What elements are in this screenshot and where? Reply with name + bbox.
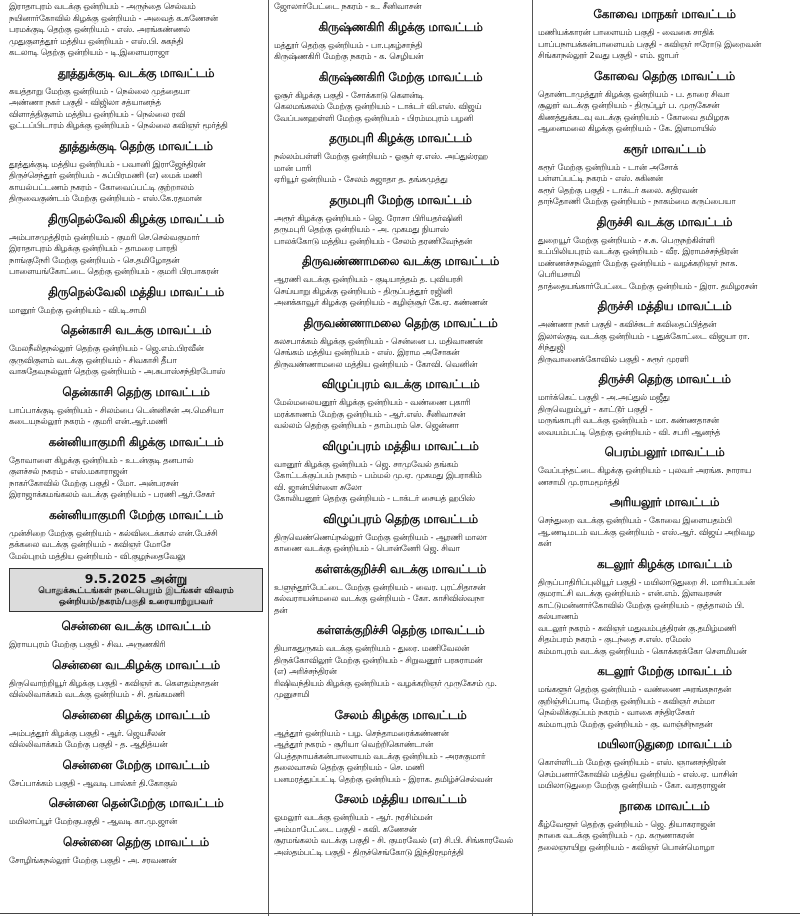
speaker-entry: செம்பனார்கோவில் மத்திய ஒன்றியம் - எஸ்.ஏ. யாசின் (538, 768, 738, 779)
speaker-entry: அண்ணா நகர் பகுதி - கவிச்சுடர் கவிதைப்பித்தன் (538, 319, 717, 329)
speaker-entry: அம்மாபேட்டை பகுதி - கவி. கணேசன் (274, 823, 417, 834)
district-heading: சென்னை வடக்கு மாவட்டம் (61, 619, 211, 633)
speaker-entry: மார்க்கெட் பகுதி - அ.அப்துல் மஜீது (538, 392, 670, 402)
speaker-entry: வல்லம் தெற்கு ஒன்றியம் - தாம்பரம் செ. ஜென்னா (274, 420, 459, 430)
speaker-entry: வி. ஜான்பிள்ளை சுலோ (274, 481, 362, 492)
speaker-entry: சிந்துஜி (538, 342, 565, 352)
speaker-entry: நயினார்கோவில் கிழக்கு ஒன்றியம் - அவைத் க.கணேசன் (9, 12, 218, 23)
speaker-entry: திருவெண்ணெய்நல்லூர் மேற்கு ஒன்றியம் - ஆரணி மாலா (274, 531, 487, 542)
speaker-entry: இராதாபுரம் கிழக்கு ஒன்றியம் - தாமரை பாரதி (9, 243, 177, 253)
speaker-entry: சூரமங்கலம் வடக்கு பகுதி - சி. குமரவேல் (எ) சி.பி. சிங்காரவேல் (274, 835, 513, 845)
district-heading: திருச்சி வடக்கு மாவட்டம் (596, 214, 733, 229)
speaker-entry: தருமபுரி தெற்கு ஒன்றியம் - அ. முகமது நியாஸ் (274, 224, 449, 234)
speaker-entry: கிருஷ்ணகிரி மேற்கு நகரம் - க. செழியன் (274, 51, 423, 61)
speaker-entry: முதுகுளத்தூர் மத்திய ஒன்றியம் - எஸ்.பி. சுகந்தி (9, 35, 184, 46)
speaker-entry: செய்யாறு கிழக்கு ஒன்றியம் - திருப்பத்தூர் ரஜினி (274, 285, 453, 296)
district-heading: கிருஷ்ணகிரி கிழக்கு மாவட்டம் (318, 19, 483, 34)
speaker-entry: திருவைகுண்டம் மேற்கு ஒன்றியம் - எஸ்.கே.ரதமான் (9, 193, 202, 203)
speaker-entry: மங்களூர் தெற்கு ஒன்றியம் - வண்ணை அரங்கநாதன் (538, 684, 731, 694)
speaker-entry: காணை வடக்கு ஒன்றியம் - பொன்னேரி ஜெ. சிவா (274, 543, 460, 553)
speaker-entry: தாந்தோணி மேற்கு ஒன்றியம் - நாகம்மை கருப்பையா (538, 196, 736, 206)
notice-column-headers: ஒன்றியம்/நகரம்/பகுதி உரையாற்றுபவர் (58, 597, 214, 607)
speaker-entry: ஆ.ணடிமடம் வடக்கு ஒன்றியம் - எஸ்.ஆர். விஜய் அறிவழ (538, 526, 755, 537)
district-heading: தென்காசி வடக்கு மாவட்டம் (60, 323, 212, 337)
district-heading: அரியலூர் மாவட்டம் (609, 495, 720, 509)
district-heading: தென்காசி தெற்கு மாவட்டம் (62, 384, 210, 399)
speaker-entry: உப்பிலியபுரம் வடக்கு ஒன்றியம் - வீர. இராமச்சந்திரன் (538, 246, 738, 256)
notice-date: 9.5.2025 அன்று (84, 571, 188, 586)
column-3 (532, 0, 796, 916)
bottom-rule (0, 913, 800, 914)
district-heading: கடலூர் மேற்கு மாவட்டம் (597, 664, 732, 678)
speaker-entry: வையம்பட்டி தெற்கு ஒன்றியம் - வி. சபரி ஆனந்த் (538, 426, 721, 437)
district-heading: திருச்சி தெற்கு மாவட்டம் (598, 372, 731, 386)
speaker-entry: நெல்லிக்குப்பம் நகரம் - வாகை சந்திரசேகர் (538, 707, 695, 717)
speaker-entry: திருச்செந்தூர் ஒன்றியம் - சுப்பிரமணி (எ) மைக் மணி (9, 170, 202, 180)
speaker-entry: ஆத்தூர் நகரம் - சூரியா வெற்றிகொண்டான் (274, 739, 433, 749)
speaker-entry: அஸ்தம்பட்டி பகுதி - திருச்செங்கோடு இந்திரமூர்த்தி (274, 846, 464, 857)
district-heading: திருநெல்வேலி கிழக்கு மாவட்டம் (48, 211, 224, 226)
speaker-entry: அம்பத்தூர் கிழக்கு பகுதி - ஆர். ஜெயசீலன் (9, 727, 166, 738)
speaker-entry: துறையூர் மேற்கு ஒன்றியம் - ச.சு. பெருநற்கிள்ளி (538, 234, 715, 245)
speaker-entry: திருவொற்றியூர் கிழக்கு பகுதி - கவிஞர் க. கௌதம்நாதன் (9, 677, 219, 688)
speaker-entry: அம்பாசமுத்திரம் ஒன்றியம் - குமரி செ.செல்வகுமார் (9, 231, 200, 242)
speaker-entry: நாங்குநேரி மேற்கு ஒன்றியம் - செ.தமிழோதன் (9, 254, 180, 265)
district-heading: திருநெல்வேலி மத்திய மாவட்டம் (48, 284, 224, 299)
speaker-entry: ணசாமி மு.ராமமூர்த்தி (538, 476, 620, 487)
district-heading: தூத்துக்குடி வடக்கு மாவட்டம் (57, 65, 215, 80)
district-heading: விழுப்புரம் வடக்கு மாவட்டம் (321, 377, 480, 391)
speaker-entry: தியாகதுருகம் வடக்கு ஒன்றியம் - துரை. மணிவேலன் (274, 643, 469, 653)
speaker-entry: தன் (274, 604, 288, 615)
speaker-entry: குறிஞ்சிப்பாடி மேற்கு ஒன்றியம் - கவிஞர் சம்மா (538, 695, 715, 706)
speaker-entry: பெத்தநாயக்கன்பாளையம் வடக்கு ஒன்றியம் - அரசகுமார் (274, 750, 486, 761)
speaker-entry: இராதாபுரம் வடக்கு ஒன்றியம் - அருந்தை செல்வம் (9, 1, 196, 11)
speaker-entry: மயிலாப்பூர் மேற்குபகுதி - ஆவடி கா.மு.ஜான் (9, 816, 177, 826)
district-heading: சென்னை வடகிழக்கு மாவட்டம் (52, 657, 220, 672)
district-heading: சேலம் மத்திய மாவட்டம் (334, 792, 467, 806)
speaker-entry: வாசுதேவநல்லூர் தெற்கு ஒன்றியம் - அ.சுபாஸ்சந்திரபோஸ் (9, 366, 226, 376)
speaker-entry: அனக்காவூர் கிழக்கு ஒன்றியம் - கழிஞ்சூர் கே.ஏ. கண்ணன் (274, 297, 488, 307)
speaker-entry: கொள்ளிடம் மேற்கு ஒன்றியம் - எஸ். ஞானசந்திரன் (538, 757, 726, 767)
speaker-entry: கலசபாக்கம் கிழக்கு ஒன்றியம் - சென்னை ப. மதிவாணன் (274, 335, 483, 346)
speaker-entry: வில்லிவாக்கம் வடக்கு ஒன்றியம் - சி. தங்கமணி (9, 689, 185, 699)
speaker-entry: வானூர் கிழக்கு ஒன்றியம் - ஜெ. சாமுவேல் தங்கம் (274, 458, 459, 469)
speaker-entry: ஆத்தூர் ஒன்றியம் - பழ. செந்தாமரைக்கண்ணன் (274, 727, 449, 738)
speaker-entry: தோவாளை கிழக்கு ஒன்றியம் - உடன்குடி தனபால் (9, 454, 194, 465)
speaker-entry: செங்கம் மத்திய ஒன்றியம் - எஸ். இராம அசோகன் (274, 347, 460, 357)
district-heading: விழுப்புரம் மத்திய மாவட்டம் (322, 438, 479, 453)
speaker-entry: சிங்காநல்லூர் 2வது பகுதி - எம். ஜாபர் (538, 50, 679, 60)
district-heading: நாகை மாவட்டம் (619, 798, 710, 813)
speaker-entry: ஓட்டப்பிடாரம் கிழக்கு ஒன்றியம் - நெல்லை கவிஞர் மூர்த்தி (9, 120, 228, 130)
district-heading: கள்ளக்குறிச்சி தெற்கு மாவட்டம் (316, 623, 485, 637)
district-heading: விழுப்புரம் தெற்கு மாவட்டம் (323, 511, 478, 526)
speaker-entry: ஆரணி வடக்கு ஒன்றியம் - குடியாத்தம் த. புவியரசி (274, 274, 463, 284)
speaker-entry: தலைவாசல் தெற்கு ஒன்றியம் - செ. மணி (274, 762, 425, 772)
speaker-entry: பரமக்குடி தெற்கு ஒன்றியம் - எஸ். அரங்கண்ணல் (9, 24, 190, 34)
speaker-entry: கோலியனூர் தெற்கு ஒன்றியம் - டாக்டர் சையத் ஹபிஸ் (274, 493, 475, 503)
speaker-entry: திருவெறும்பூர் - காட்டூர் பகுதி - (538, 403, 653, 414)
speaker-entry: ஜோலார்பேட்டை நகரம் - உ. சீனிவாசன் (274, 1, 422, 11)
speaker-entry: தாத்தையங்கார்பேட்டை மேற்கு ஒன்றியம் - இரா. தமிழரசன் (538, 280, 758, 291)
speaker-entry: மருங்காபுரி வடக்கு ஒன்றியம் - மா. கண்ணதாசன் (538, 415, 719, 425)
speaker-entry: பாப்பாக்குடி ஒன்றியம் - சிலம்பை டென்னிசன் அ.மெசியா (9, 404, 224, 415)
speaker-entry: திருக்கோவிலூர் மேற்கு ஒன்றியம் - சிறுவனூர் பரசுராமன் (274, 654, 483, 665)
speaker-entry: பெரியசாமி (538, 269, 581, 279)
speaker-entry: வில்லிவாக்கம் மேற்கு பகுதி - த. ஆதித்யன் (9, 739, 168, 749)
speaker-entry: நாகர்கோவில் மேற்கு பகுதி - மோ. அன்பரசன் (9, 477, 179, 488)
speaker-entry: முனுசாமி (274, 689, 310, 699)
speaker-entry: ஓசூர் கிழக்கு பகுதி - சோக்காடு கௌன்டி (274, 89, 424, 100)
speaker-entry: ஏரியூர் ஒன்றியம் - சேலம் சுஜாதா த. தங்கமுத்து (274, 174, 448, 184)
district-heading: திருவண்ணாமலை வடக்கு மாவட்டம் (302, 254, 499, 268)
speaker-entry: செந்துறை வடக்கு ஒன்றியம் - கோவை இளையதம்பி (538, 515, 732, 525)
speaker-entry: வேப்பந்தட்டை கிழக்கு ஒன்றியம் - புலவர் அரங்க. நாராய (538, 465, 752, 475)
speaker-entry: குமராட்சி வடக்கு ஒன்றியம் - என்.எம். இளவரசன் (538, 588, 722, 598)
district-heading: திருச்சி மத்திய மாவட்டம் (597, 299, 732, 313)
district-heading: பெரம்பலூர் மாவட்டம் (604, 445, 725, 459)
speaker-entry: தூத்துக்குடி மத்திய ஒன்றியம் - பவானி இராஜேந்திரன் (9, 158, 206, 169)
column-1 (4, 0, 268, 916)
speaker-entry: உளுந்தூர்பேட்டை மேற்கு ஒன்றியம் - வைர. புரட்சிதாசன் (274, 581, 486, 592)
speaker-entry: இலால்குடி வடக்கு ஒன்றியம் - புதுக்கோட்டை விஜயா ரா. (538, 330, 750, 341)
speaker-entry: அண்ணா நகர் பகுதி - விஜிலா சத்யானந்த் (9, 97, 161, 107)
speaker-entry: கடையநல்லூர் நகரம் - குமரி என்.ஆர்.மணி (9, 416, 168, 426)
speaker-entry: வடலூர் நகரம் - கவிஞர் மதுவம்புத்திரன் கு.தமிழ்மணி (538, 622, 737, 633)
speaker-entry: விளாத்திகுளம் மத்திய ஒன்றியம் - நெல்லை ரவி (9, 108, 186, 119)
speaker-entry: சேப்பாக்கம் பகுதி - ஆவடி பால்கர் தி.கோகுல் (9, 777, 178, 788)
district-heading: கள்ளக்குறிச்சி வடக்கு மாவட்டம் (315, 561, 486, 576)
speaker-entry: பாப்பநாயக்கன்பாளையம் பகுதி - கவிஞர் ஈரோடு இறைவன் (538, 38, 761, 49)
speaker-entry: கீழ்வேளூர் தெற்கு ஒன்றியம் - ஜெ. தியாகராஜன் (538, 818, 715, 829)
district-heading: சென்னை மேற்கு மாவட்டம் (62, 757, 210, 772)
speaker-entry: கல்வராயன்மலை வடக்கு ஒன்றியம் - கோ. காசிவிஸ்வநா (274, 593, 485, 603)
district-heading: கன்னியாகுமரி மேற்கு மாவட்டம் (48, 507, 224, 522)
speaker-entry: மேலநீலிதநல்லூர் தெற்கு ஒன்றியம் - ஜெ.எம்.பிரவீன் (9, 343, 204, 353)
speaker-entry: பாலக்கோடு மத்திய ஒன்றியம் - சேலம் தரணிவேந்தன் (274, 235, 472, 246)
speaker-entry: இராயபுரம் மேற்கு பகுதி - சிவ. அருணகிரி (9, 639, 166, 649)
speaker-entry: மணியக்காரன் பாளையம் பகுதி - வைகை சாதிக் (538, 27, 714, 37)
speaker-entry: கயத்தாறு மேற்கு ஒன்றியம் - நெல்லை முத்தையா (9, 85, 190, 96)
district-heading: கடலூர் கிழக்கு மாவட்டம் (596, 556, 733, 571)
speaker-entry: தக்கலை வடக்கு ஒன்றியம் - கவிஞர் மோசே (9, 539, 171, 549)
district-heading: சேலம் கிழக்கு மாவட்டம் (334, 707, 467, 722)
district-heading: மயிலாடுதுறை மாவட்டம் (597, 737, 732, 751)
speaker-entry: பள்ளப்பட்டி நகரம் - எஸ். சுகினன் (538, 173, 663, 183)
district-heading: தருமபுரி மேற்கு மாவட்டம் (329, 192, 472, 207)
district-heading: கரூர் மாவட்டம் (623, 141, 706, 156)
speaker-entry: காட்டுமன்னார்கோவில் மேற்கு ஒன்றியம் - குத்தாலம் பி. (538, 599, 745, 610)
speaker-entry: குருவிகுளம் வடக்கு ஒன்றியம் - சிவகாசி தீபா (9, 354, 177, 365)
district-heading: தருமபுரி கிழக்கு மாவட்டம் (329, 131, 472, 145)
meeting-notice-box (9, 568, 263, 612)
speaker-entry: (எ) அரிச்சந்திரன் (274, 666, 337, 676)
speaker-entry: திருப்பாதிரிப்புலியூர் பகுதி - மயிலாடுதுறை சி. மாரியப்பன் (538, 576, 755, 587)
speaker-entry: சிதம்பரம் நகரம் - குடந்தை ச.எஸ். ரமேஸ் (538, 634, 691, 644)
district-heading: கோவை தெற்கு மாவட்டம் (594, 68, 735, 83)
speaker-entry: வேப்பனஹள்ளி மேற்கு ஒன்றியம் - பிரம்மபுரம் பழனி (274, 112, 474, 123)
speaker-entry: காயல்பட்டணம் நகரம் - கோவைப்பட்டி குற்றாலம் (9, 181, 194, 192)
speaker-entry: பனமரத்துப்பட்டி தெற்கு ஒன்றியம் - இராக. தமிழ்ச்செல்வன் (274, 773, 493, 784)
speaker-entry: மேல்மலையனூர் கிழக்கு ஒன்றியம் - வண்ணை புகாரி (274, 397, 471, 407)
speaker-entry: பாளையங்கோட்டை தெற்கு ஒன்றியம் - குமரி பிரபாகரன் (9, 266, 219, 276)
speaker-entry: குளச்சல் நகரம் - எஸ்.மகாராஜன் (9, 466, 128, 476)
speaker-entry: சூலூர் வடக்கு ஒன்றியம் - திருப்பூர் ப. முருகேசன் (538, 100, 720, 110)
speaker-entry: இராஜாக்கமங்கலம் வடக்கு ஒன்றியம் - பரணி ஆர்.சேகர் (9, 489, 215, 499)
speaker-entry: மயிலாடுதுறை மேற்கு ஒன்றியம் - கோ. வரதராஜன் (538, 780, 726, 790)
speaker-entry: ஆனைமலை கிழக்கு ஒன்றியம் - கே. இளமாயில் (538, 123, 716, 133)
speaker-entry: கன் (538, 538, 552, 548)
district-heading: கிருஷ்ணகிரி மேற்கு மாவட்டம் (318, 69, 483, 84)
district-heading: சென்னை தென்மேற்கு மாவட்டம் (48, 796, 224, 810)
speaker-entry: தலைஞாயிறு ஒன்றியம் - கவிஞர் பொன்மொழா (538, 841, 715, 852)
district-heading: சென்னை தெற்கு மாவட்டம் (63, 834, 209, 849)
speaker-entry: கம்மாபுரம் வடக்கு ஒன்றியம் - கொக்கரக்கோ சௌமியன் (538, 645, 747, 656)
notice-title: பொதுக்கூட்டங்கள் நடைபெறும் இடங்கள் விவரம் (38, 586, 234, 596)
column-2 (268, 0, 532, 916)
speaker-entry: மத்தூர் தெற்கு ஒன்றியம் - பா.புகழ்சாந்தி (274, 39, 423, 50)
district-heading: கன்னியாகுமரி கிழக்கு மாவட்டம் (48, 434, 224, 449)
speaker-entry: கிணத்துக்கடவு வடக்கு ஒன்றியம் - கோவை தமிழரசு (538, 111, 730, 122)
speaker-entry: திருவானைக்கோவில் பகுதி - சுரூர் முரளி (538, 353, 689, 364)
speaker-entry: நல்லம்பள்ளி மேற்கு ஒன்றியம் - ஓசூர் ஏ.எஸ். அப்துல்ரஹ (274, 151, 488, 161)
speaker-entry: மானூர் மேற்கு ஒன்றியம் - வி.டி.சாமி (9, 304, 146, 315)
speaker-entry: மான் பாரி (274, 162, 312, 173)
speaker-entry: கடலாடி தெற்கு ஒன்றியம் - டி.இளையராஜா (9, 47, 170, 57)
speaker-entry: மரக்காணம் மேற்கு ஒன்றியம் - ஆர்.எஸ். சீனிவாசன் (274, 408, 466, 419)
speaker-entry: திருவண்ணாமலை மத்திய ஒன்றியம் - கோவி. வெனின் (274, 358, 478, 369)
speaker-entry: கெலமங்கலம் மேற்கு ஒன்றியம் - டாக்டர் வி.எஸ். விஜய் (274, 101, 482, 111)
district-heading: தூத்துக்குடி தெற்கு மாவட்டம் (59, 138, 213, 153)
speaker-entry: மேல்புறம் மத்திய ஒன்றியம் - வி.குழந்தைவேலு (9, 550, 186, 561)
district-heading: திருவண்ணாமலை தெற்கு மாவட்டம் (303, 315, 498, 330)
speaker-entry: நாகை வடக்கு ஒன்றியம் - மு. கருணாகரன் (538, 830, 694, 840)
speaker-entry: கல்யாணம் (538, 611, 579, 621)
speaker-entry: அரூர் கிழக்கு ஒன்றியம் - ஜெ. ரோசா பிரியதர்ஷினி (274, 212, 463, 223)
speaker-entry: ஓமலூர் வடக்கு ஒன்றியம் - ஆர். நரசிம்மன் (274, 812, 433, 822)
speaker-entry: சோழிங்கநல்லூர் மேற்கு பகுதி - அ. சரவணன் (9, 854, 177, 865)
speaker-entry: முன்சிறை மேற்கு ஒன்றியம் - கல்விடைக்கால் என்.பேச்சி (9, 527, 218, 538)
district-heading: சென்னை கிழக்கு மாவட்டம் (62, 707, 210, 722)
speaker-entry: கோட்டக்குப்பம் நகரம் - பம்மல் மு.ஏ. முகமது இபராகிம் (274, 470, 482, 480)
speaker-entry: கம்மாபுரம் மேற்கு ஒன்றியம் - கு. வாஞ்சிநாதன் (538, 718, 713, 729)
speaker-entry: ரிஷிவந்தியம் கிழக்கு ஒன்றியம் - வழக்கறிஞர் முருகேசம் மு. (274, 677, 497, 688)
speaker-entry: கரூர் தெற்கு பகுதி - டாக்டர் கலை. கதிரவன் (538, 184, 698, 195)
speaker-entry: தொண்டாமுத்தூர் கிழக்கு ஒன்றியம் - ப. தாரை சிவா (538, 88, 730, 99)
speaker-entry: கரூர் மேற்கு ஒன்றியம் - டான் அசோக் (538, 161, 679, 172)
district-heading: கோவை மாநகர் மாவட்டம் (593, 7, 736, 21)
speaker-entry: மண்ணச்சநல்லூர் மேற்கு ஒன்றியம் - வழக்கறிஞர் நாக. (538, 257, 738, 268)
